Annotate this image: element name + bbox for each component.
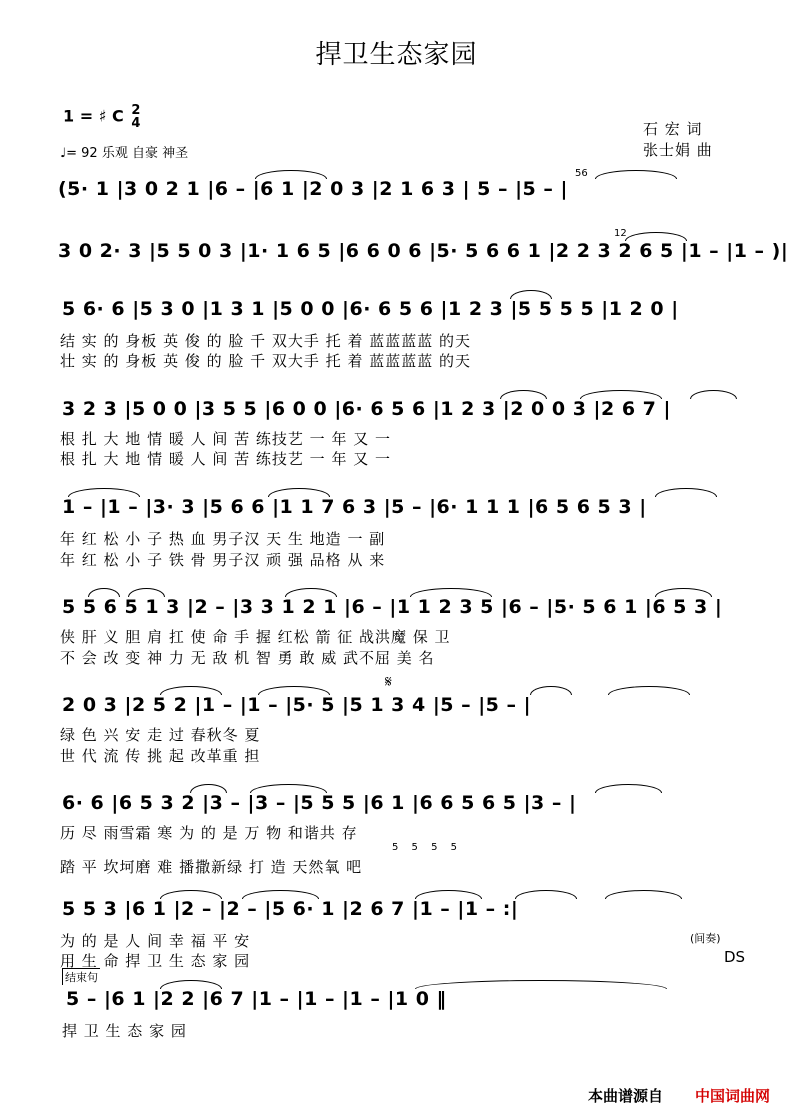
time-signature-top: 2 [131, 103, 141, 118]
slur-mark [88, 588, 120, 597]
slur-mark [510, 290, 552, 299]
lyrics-verse-1-row-8: 历 尽 雨雪霜 寒 为 的 是 万 物 和谐共 存 [60, 824, 358, 842]
composer-credit: 张士娟 曲 [643, 141, 713, 159]
grace-notes-annotation: 5 5 5 5 [392, 842, 462, 853]
slur-mark [500, 390, 547, 399]
lyrics-verse-2-row-9: 用 生 命 捍 卫 生 态 家 园 [60, 952, 251, 970]
lyrics-verse-1-row-3: 结 实 的 身板 英 俊 的 脸 千 双大手 托 着 蓝蓝蓝蓝 的天 [60, 332, 471, 350]
slur-mark [255, 170, 327, 179]
lyrics-verse-1-row-6: 侠 肝 义 胆 肩 扛 使 命 手 握 红松 箭 征 战洪魔 保 卫 [60, 628, 451, 646]
score-notes-row-7: 2 0 3 |2 5 2 |1 – |1 – |5· 5 |5 1 3 4 |5 – |5 – | [62, 694, 532, 716]
lyrics-verse-2-row-7: 世 代 流 传 挑 起 改革重 担 [60, 747, 261, 765]
page-title: 捍卫生态家园 [315, 40, 478, 70]
slur-mark [410, 588, 492, 597]
slur-mark [268, 488, 330, 497]
slur-mark [625, 232, 687, 241]
score-notes-row-4: 3 2 3 |5 0 0 |3 5 5 |6 0 0 |6· 6 5 6 |1 2 3 |2 0 0 3 |2 6 7 | [62, 398, 671, 420]
slur-mark [160, 686, 222, 695]
grace-note: 56 [575, 168, 588, 179]
lyrics-verse-2-row-6: 不 会 改 变 神 力 无 敌 机 智 勇 敢 威 武不屈 美 名 [60, 649, 435, 667]
slur-mark [160, 890, 222, 899]
score-notes-row-9: 5 5 3 |6 1 |2 – |2 – |5 6· 1 |2 6 7 |1 – |1 – :| [62, 898, 519, 920]
slur-mark [68, 488, 140, 497]
slur-mark [515, 890, 577, 899]
ending-phrase-label: 结束句 [62, 968, 100, 985]
slur-mark [608, 686, 690, 695]
tempo-marking: ♩= 92 乐观 自豪 神圣 [60, 146, 189, 161]
slur-mark [655, 488, 717, 497]
grace-note: 12 [614, 228, 627, 239]
slur-mark [595, 784, 662, 793]
score-notes-row-3: 5 6· 6 |5 3 0 |1 3 1 |5 0 0 |6· 6 5 6 |1 2 3 |5 5 5 5 |1 2 0 | [62, 298, 679, 320]
lyrics-verse-2-row-3: 壮 实 的 身板 英 俊 的 脸 千 双大手 托 着 蓝蓝蓝蓝 的天 [60, 352, 471, 370]
score-notes-row-1: (5· 1 |3 0 2 1 |6 – |6 1 |2 0 3 |2 1 6 3 | 5 – |5 – | [58, 178, 568, 200]
slur-mark [250, 784, 327, 793]
footer-site-link[interactable]: 中国词曲网 [695, 1087, 771, 1105]
lyrics-verse-2-row-5: 年 红 松 小 子 铁 骨 男子汉 顽 强 品格 从 来 [60, 551, 386, 569]
slur-mark [580, 390, 662, 399]
slur-mark [655, 588, 712, 597]
lyrics-verse-2-row-4: 根 扎 大 地 情 暖 人 间 苦 练技艺 一 年 又 一 [60, 450, 391, 468]
slur-mark [605, 890, 682, 899]
score-notes-row-2: 3 0 2· 3 |5 5 0 3 |1· 1 6 5 |6 6 0 6 |5· 5 6 6 1 |2 2 3 2 6 5 |1 – |1 – )| [58, 240, 789, 262]
lyrics-verse-1-row-9: 为 的 是 人 间 幸 福 平 安 [60, 932, 251, 950]
key-signature [63, 104, 140, 130]
slur-mark [690, 390, 737, 399]
lyricist-credit: 石 宏 词 [643, 120, 703, 138]
slur-mark [530, 686, 572, 695]
slur-mark [415, 890, 482, 899]
score-notes-row-5: 1 – |1 – |3· 3 |5 6 6 |1 1 7 6 3 |5 – |6· 1 1 1 |6 5 6 5 3 | [62, 496, 647, 518]
score-notes-row-6: 5 5 6 5 1 3 |2 – |3 3 1 2 1 |6 – |1 1 2 3 5 |6 – |5· 5 6 1 |6 5 3 | [62, 596, 723, 618]
key-prefix: 1 = ♯ C [63, 106, 124, 126]
slur-mark [285, 588, 337, 597]
lyrics-verse-2-row-8: 踏 平 坎坷磨 难 播撒新绿 打 造 天然氧 吧 [60, 858, 363, 876]
slur-mark [128, 588, 165, 597]
slur-mark [190, 784, 227, 793]
dal-segno-mark: DS [724, 948, 746, 966]
lyrics-row-10: 捍 卫 生 态 家 园 [62, 1022, 187, 1040]
lyrics-verse-1-row-5: 年 红 松 小 子 热 血 男子汉 天 生 地造 一 副 [60, 530, 386, 548]
lyrics-verse-1-row-7: 绿 色 兴 安 走 过 春秋冬 夏 [60, 726, 261, 744]
score-notes-row-8: 6· 6 |6 5 3 2 |3 – |3 – |5 5 5 |6 1 |6 6 5 6 5 |3 – | [62, 792, 577, 814]
slur-mark [242, 890, 319, 899]
slur-mark [595, 170, 677, 179]
time-signature-bottom: 4 [131, 116, 141, 131]
slur-mark [258, 686, 330, 695]
slur-mark [160, 980, 222, 989]
lyrics-verse-1-row-4: 根 扎 大 地 情 暖 人 间 苦 练技艺 一 年 又 一 [60, 430, 391, 448]
time-signature [131, 104, 140, 130]
footer-source-text: 本曲谱源自 [588, 1087, 664, 1105]
score-notes-row-10: 5 – |6 1 |2 2 |6 7 |1 – |1 – |1 – |1 0 ‖ [66, 988, 447, 1010]
slur-mark [415, 980, 667, 989]
interlude-mark: (间奏) [690, 932, 721, 945]
segno-sign: 𝄋 [385, 672, 392, 691]
